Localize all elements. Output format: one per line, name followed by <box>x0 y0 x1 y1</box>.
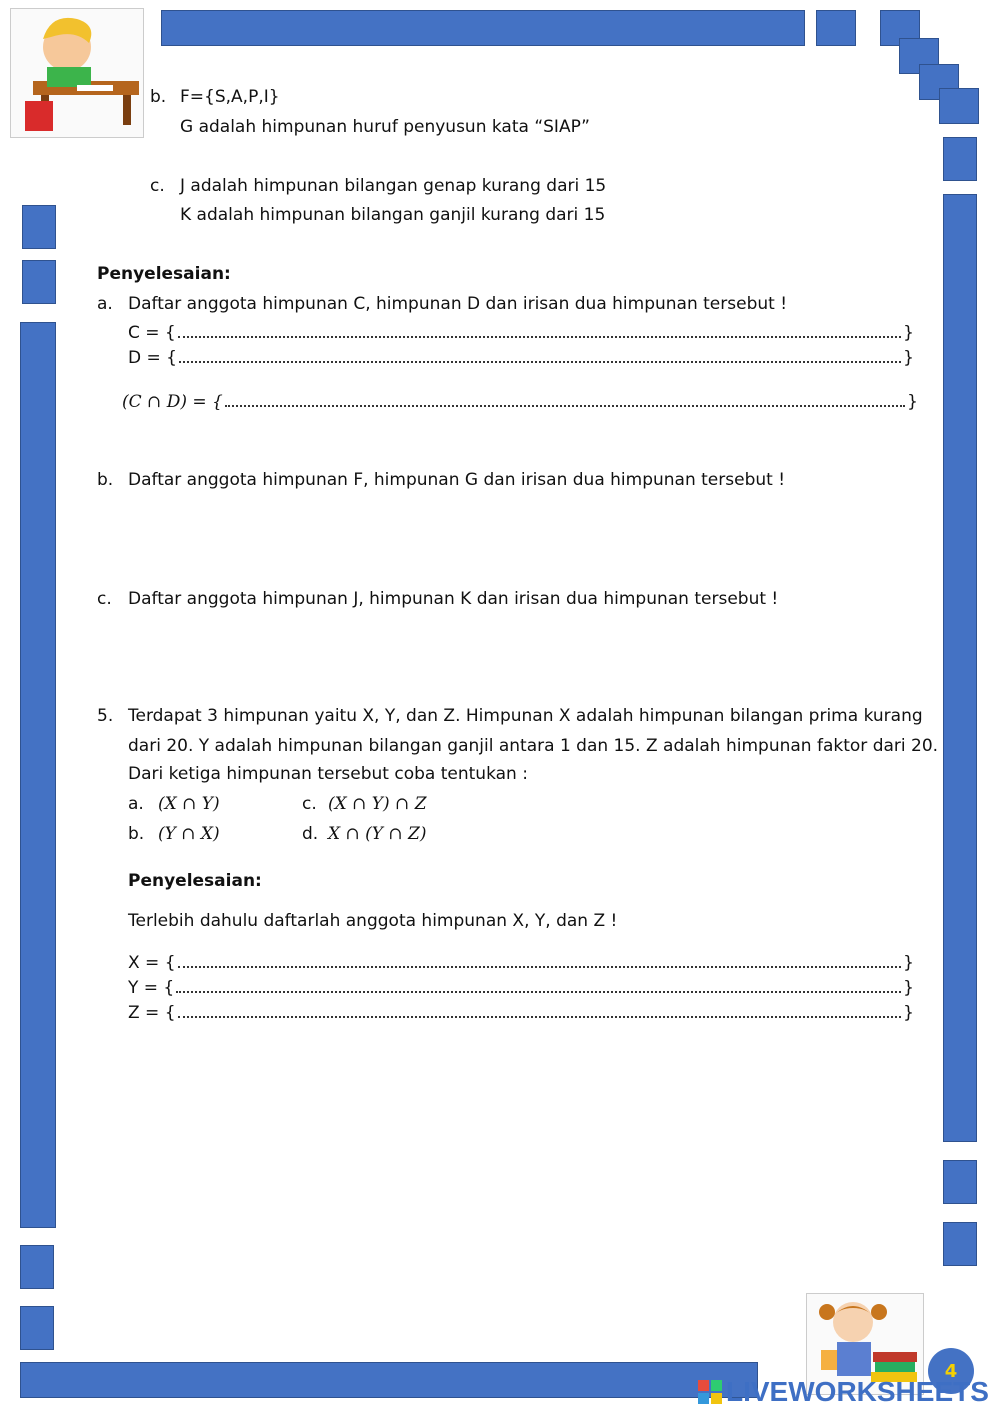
q5-opt-b-label: b. <box>128 824 145 844</box>
part-b-label: b. <box>150 87 167 107</box>
z-set-prefix: Z = { <box>128 1003 176 1023</box>
liveworksheets-brand[interactable]: LIVEWORKSHEETS <box>726 1376 989 1407</box>
x-set-prefix: X = { <box>128 953 176 973</box>
q5-opt-d: X ∩ (Y ∩ Z) <box>328 824 427 844</box>
solution-c-label: c. <box>97 589 112 609</box>
q5-opt-c-label: c. <box>302 794 317 814</box>
z-set-close: } <box>903 1003 914 1023</box>
x-set-close: } <box>903 953 914 973</box>
d-set-blank[interactable] <box>179 347 901 363</box>
part-c-line2: K adalah himpunan bilangan ganjil kurang dari 15 <box>180 205 606 225</box>
liveworksheets-logo-icon[interactable] <box>698 1380 722 1404</box>
solution-a-label: a. <box>97 294 113 314</box>
q5-opt-c: (X ∩ Y) ∩ Z <box>328 794 427 814</box>
left-square-1 <box>22 205 56 249</box>
part-b-line2: G adalah himpunan huruf penyusun kata “SIAP” <box>180 117 590 137</box>
right-bar <box>943 194 977 1142</box>
x-set-answer[interactable] <box>128 952 914 974</box>
q5-opt-d-label: d. <box>302 824 319 844</box>
solution-a-text: Daftar anggota himpunan C, himpunan D dan irisan dua himpunan tersebut ! <box>128 294 788 314</box>
q5-opt-a-label: a. <box>128 794 144 814</box>
part-c-line1: J adalah himpunan bilangan genap kurang dari 15 <box>180 176 607 196</box>
student-illustration <box>10 8 144 138</box>
top-square <box>816 10 856 46</box>
q5-opt-b: (Y ∩ X) <box>158 824 220 844</box>
y-set-close: } <box>903 978 914 998</box>
corner-step-4 <box>939 88 979 124</box>
part-b-line1: F={S,A,P,I} <box>180 87 280 107</box>
c-set-blank[interactable] <box>178 322 901 338</box>
y-set-answer[interactable] <box>128 977 914 999</box>
right-square-low <box>943 1222 977 1266</box>
y-set-blank[interactable] <box>176 977 901 993</box>
d-set-answer[interactable] <box>128 347 914 369</box>
c-set-close: } <box>903 323 914 343</box>
q5-opt-a: (X ∩ Y) <box>158 794 220 814</box>
q5-line1: Terdapat 3 himpunan yaitu X, Y, dan Z. Himpunan X adalah himpunan bilangan prima kurang <box>128 706 923 726</box>
z-set-answer[interactable] <box>128 1002 914 1024</box>
d-set-prefix: D = { <box>128 348 177 368</box>
x-set-blank[interactable] <box>178 952 902 968</box>
q5-line2: dari 20. Y adalah himpunan bilangan ganjil antara 1 dan 15. Z adalah himpunan faktor dari 20. <box>128 736 939 756</box>
left-bar <box>20 322 56 1228</box>
bottom-bar <box>20 1362 758 1398</box>
left-square-4 <box>20 1306 54 1350</box>
cd-intersection-blank[interactable] <box>225 391 905 407</box>
cd-intersection-close: } <box>907 392 918 412</box>
page-number-badge: 4 <box>928 1348 974 1394</box>
solution-c-text: Daftar anggota himpunan J, himpunan K dan irisan dua himpunan tersebut ! <box>128 589 779 609</box>
c-set-prefix: C = { <box>128 323 176 343</box>
y-set-prefix: Y = { <box>128 978 175 998</box>
right-square-top <box>943 137 977 181</box>
top-bar <box>161 10 805 46</box>
cd-intersection-prefix: (C ∩ D) = { <box>122 392 223 412</box>
solution-b-label: b. <box>97 470 114 490</box>
c-set-answer[interactable] <box>128 322 914 344</box>
q5-number: 5. <box>97 706 114 726</box>
q5-line3: Dari ketiga himpunan tersebut coba tentukan : <box>128 764 528 784</box>
d-set-close: } <box>903 348 914 368</box>
solution-b-text: Daftar anggota himpunan F, himpunan G dan irisan dua himpunan tersebut ! <box>128 470 786 490</box>
q5-instruction: Terlebih dahulu daftarlah anggota himpunan X, Y, dan Z ! <box>128 911 618 931</box>
left-square-3 <box>20 1245 54 1289</box>
solution-heading: Penyelesaian: <box>97 264 231 284</box>
q5-solution-heading: Penyelesaian: <box>128 871 262 891</box>
part-c-label: c. <box>150 176 165 196</box>
left-square-2 <box>22 260 56 304</box>
right-square-mid <box>943 1160 977 1204</box>
cd-intersection-answer[interactable] <box>122 391 918 413</box>
z-set-blank[interactable] <box>178 1002 902 1018</box>
